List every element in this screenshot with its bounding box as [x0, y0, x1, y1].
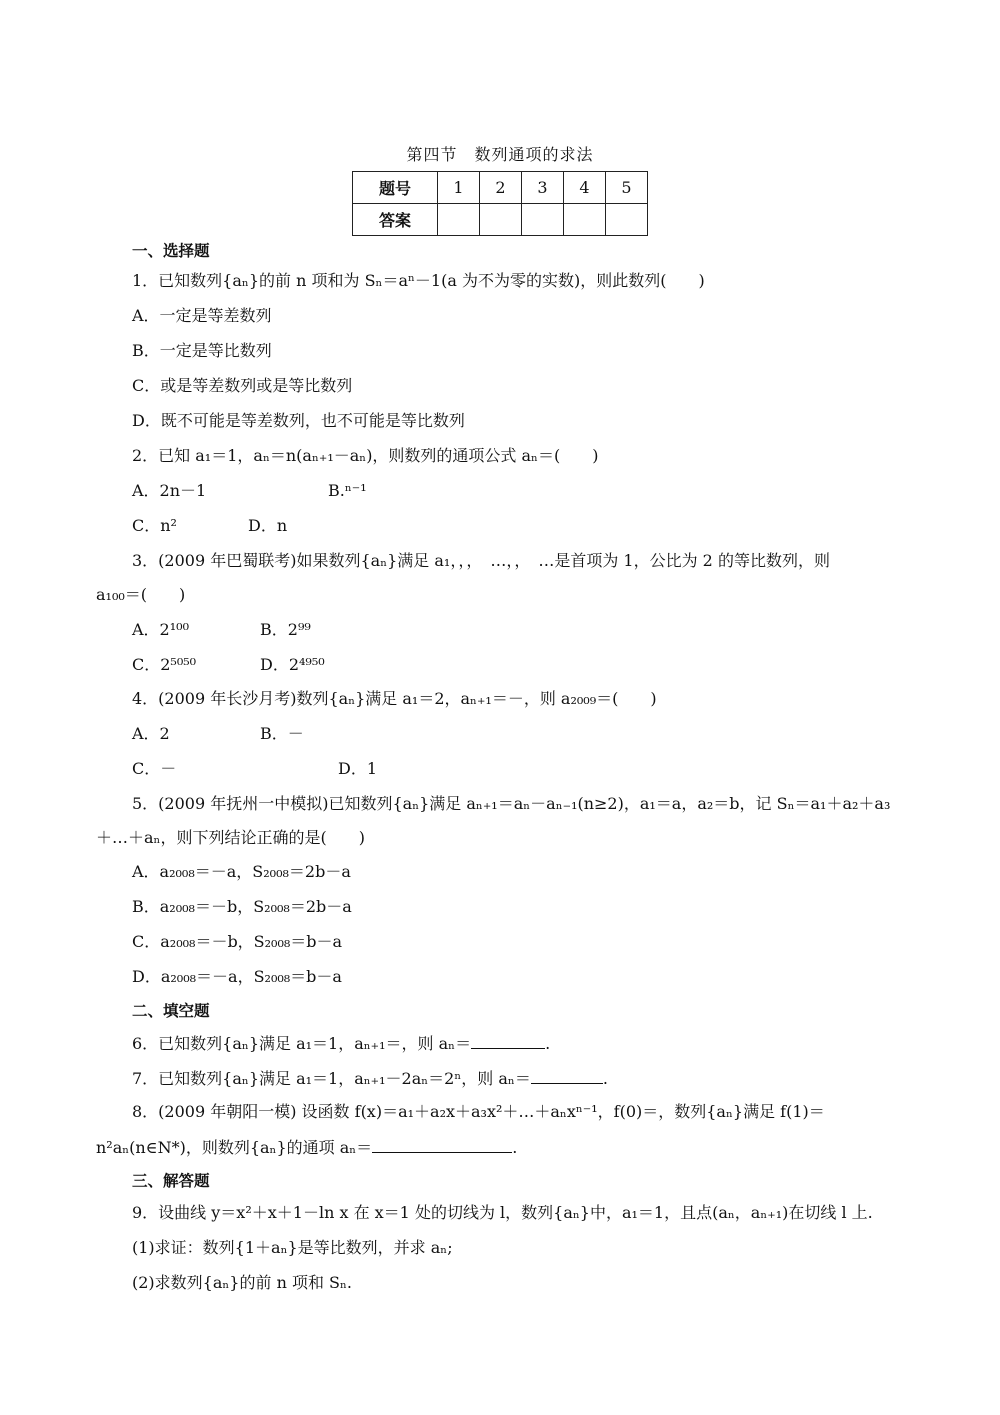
question-1-stem: 1．已知数列{aₙ}的前 n 项和为 Sₙ＝aⁿ－1(a 为不为零的实数)，则此数列( ): [132, 271, 705, 290]
question-number: 1: [438, 172, 480, 204]
question-5-option-d: D．a₂₀₀₈＝－a，S₂₀₀₈＝b－a: [132, 967, 342, 986]
question-1-option-c: C．或是等差数列或是等比数列: [132, 376, 353, 395]
answer-cell[interactable]: [606, 204, 648, 236]
question-7-period: .: [602, 1069, 608, 1088]
answer-table: [352, 171, 648, 236]
question-2-option-d: D．n: [248, 516, 288, 535]
question-number: 3: [522, 172, 564, 204]
question-7: [132, 1067, 608, 1090]
question-7-text: 7．已知数列{aₙ}满足 a₁＝1，aₙ₊₁－2aₙ＝2ⁿ，则 aₙ＝: [132, 1069, 531, 1088]
section-heading-fill: 二、填空题: [132, 1002, 210, 1020]
question-number: 5: [606, 172, 648, 204]
answer-cell[interactable]: [438, 204, 480, 236]
question-5-option-b: B．a₂₀₀₈＝－b，S₂₀₀₈＝2b－a: [132, 897, 352, 916]
answer-cell[interactable]: [564, 204, 606, 236]
question-9-stem: 9．设曲线 y＝x²＋x＋1－ln x 在 x＝1 处的切线为 l，数列{aₙ}中，a₁＝1，且点(aₙ，aₙ₊₁)在切线 l 上.: [132, 1203, 873, 1222]
question-number: 2: [480, 172, 522, 204]
question-8-continued: [96, 1136, 517, 1159]
answer-table-number-row: [353, 172, 648, 204]
section-heading-choice: 一、选择题: [132, 242, 210, 260]
question-3-stem: 3．(2009 年巴蜀联考)如果数列{aₙ}满足 a₁，，， …，， …是首项为 1，公比为 2 的等比数列，则: [132, 551, 830, 570]
question-3-option-b: B．2⁹⁹: [260, 620, 311, 639]
question-5-option-c: C．a₂₀₀₈＝－b，S₂₀₀₈＝b－a: [132, 932, 343, 951]
question-4-option-d: D．1: [338, 759, 378, 778]
question-6-period: .: [545, 1034, 551, 1053]
question-number: 4: [564, 172, 606, 204]
question-4-option-a: A．2: [132, 724, 170, 743]
question-6-text: 6．已知数列{aₙ}满足 a₁＝1，aₙ₊₁＝，则 aₙ＝: [132, 1034, 472, 1053]
question-2-option-a: A．2n－1: [132, 481, 207, 500]
question-5-stem: 5．(2009 年抚州一中模拟)已知数列{aₙ}满足 aₙ₊₁＝aₙ－aₙ₋₁(n≥2)，a₁＝a，a₂＝b，记 Sₙ＝a₁＋a₂＋a₃: [132, 794, 891, 813]
question-9-part-1: (1)求证：数列{1＋aₙ}是等比数列，并求 aₙ;: [132, 1238, 453, 1257]
question-4-stem: 4．(2009 年长沙月考)数列{aₙ}满足 a₁＝2，aₙ₊₁＝－，则 a₂₀₀₉＝( ): [132, 689, 657, 708]
question-1-option-b: B．一定是等比数列: [132, 341, 272, 360]
question-1-option-d: D．既不可能是等差数列，也不可能是等比数列: [132, 411, 465, 430]
answer-cell[interactable]: [522, 204, 564, 236]
question-3-stem-continued: a₁₀₀＝( ): [96, 585, 186, 604]
question-9-part-2: (2)求数列{aₙ}的前 n 项和 Sₙ.: [132, 1273, 353, 1292]
page-title: 第四节 数列通项的求法: [406, 145, 594, 164]
question-6: [132, 1032, 550, 1055]
question-5-stem-continued: ＋…＋aₙ，则下列结论正确的是( ): [96, 828, 365, 847]
question-2-option-b: B.ⁿ⁻¹: [328, 481, 367, 500]
question-2-stem: 2．已知 a₁＝1，aₙ＝n(aₙ₊₁－aₙ)，则数列的通项公式 aₙ＝( ): [132, 446, 599, 465]
question-3-option-c: C．2⁵⁰⁵⁰: [132, 655, 197, 674]
question-8-stem: 8．(2009 年朝阳一模) 设函数 f(x)＝a₁＋a₂x＋a₃x²＋…＋aₙxⁿ⁻¹，f(0)＝，数列{aₙ}满足 f(1)＝: [132, 1102, 825, 1121]
question-number-label: 题号: [353, 172, 438, 204]
question-4-option-b: B．－: [260, 724, 304, 743]
question-2-option-c: C．n²: [132, 516, 177, 535]
question-5-option-a: A．a₂₀₀₈＝－a，S₂₀₀₈＝2b－a: [132, 862, 351, 881]
answer-table-answer-row: [353, 204, 648, 236]
answer-label: 答案: [353, 204, 438, 236]
question-6-blank[interactable]: [471, 1032, 545, 1049]
answer-cell[interactable]: [480, 204, 522, 236]
question-8-text: n²aₙ(n∈N*)，则数列{aₙ}的通项 aₙ＝: [96, 1138, 373, 1157]
question-1-option-a: A．一定是等差数列: [132, 306, 272, 325]
question-8-blank[interactable]: [372, 1136, 512, 1153]
section-heading-solve: 三、解答题: [132, 1172, 210, 1190]
question-7-blank[interactable]: [531, 1067, 603, 1084]
question-3-option-d: D．2⁴⁹⁵⁰: [260, 655, 325, 674]
question-4-option-c: C．－: [132, 759, 177, 778]
question-3-option-a: A．2¹⁰⁰: [132, 620, 189, 639]
question-8-period: .: [512, 1138, 518, 1157]
